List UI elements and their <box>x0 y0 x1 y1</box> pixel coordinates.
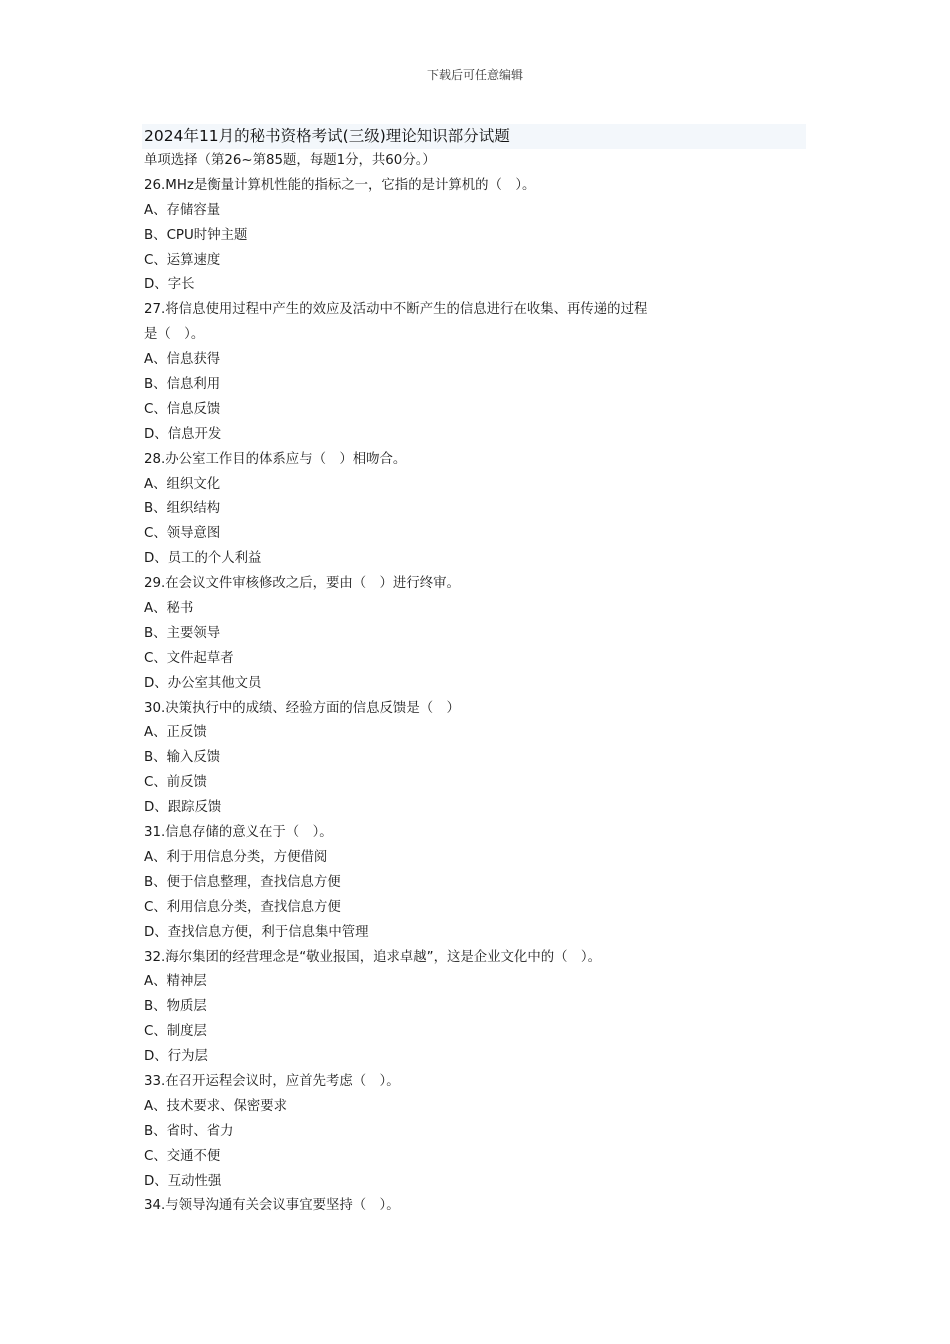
question-stem: 26.MHz是衡量计算机性能的指标之一，它指的是计算机的（ ）。 <box>144 177 536 193</box>
answer-option: C、文件起草者 <box>144 650 234 666</box>
answer-option: A、正反馈 <box>144 725 207 741</box>
answer-option: D、办公室其他文员 <box>144 675 262 691</box>
answer-option: B、便于信息整理，查找信息方便 <box>144 874 341 890</box>
answer-option: A、组织文化 <box>144 476 221 492</box>
answer-option: B、物质层 <box>144 999 207 1015</box>
section-heading: 单项选择（第26~第85题，每题1分，共60分。） <box>144 153 436 168</box>
answer-option: C、信息反馈 <box>144 401 221 417</box>
answer-option: B、组织结构 <box>144 501 221 517</box>
answer-option: A、技术要求、保密要求 <box>144 1098 288 1114</box>
question-stem: 28.办公室工作目的体系应与（ ）相吻合。 <box>144 451 407 467</box>
answer-option: C、制度层 <box>144 1024 207 1040</box>
answer-option: C、运算速度 <box>144 252 221 268</box>
answer-option: A、利于用信息分类，方便借阅 <box>144 849 328 865</box>
question-stem: 29.在会议文件审核修改之后，要由（ ）进行终审。 <box>144 576 460 592</box>
question-stem-continued: 是（ ）。 <box>144 327 205 343</box>
answer-option: A、精神层 <box>144 974 207 990</box>
answer-option: A、存储容量 <box>144 202 221 218</box>
answer-option: B、CPU时钟主题 <box>144 227 248 243</box>
question-stem: 32.海尔集团的经营理念是“敬业报国，追求卓越”，这是企业文化中的（ ）。 <box>144 949 601 965</box>
answer-option: B、省时、省力 <box>144 1123 234 1139</box>
document-title: 2024年11月的秘书资格考试(三级)理论知识部分试题 <box>142 124 806 149</box>
answer-option: D、跟踪反馈 <box>144 800 222 816</box>
question-stem: 27.将信息使用过程中产生的效应及活动中不断产生的信息进行在收集、再传递的过程 <box>144 302 648 318</box>
question-stem: 34.与领导沟通有关会议事宜要坚持（ ）。 <box>144 1198 400 1214</box>
answer-option: C、交通不便 <box>144 1148 221 1164</box>
answer-option: D、查找信息方便，利于信息集中管理 <box>144 924 369 940</box>
answer-option: C、利用信息分类，查找信息方便 <box>144 899 341 915</box>
question-stem: 31.信息存储的意义在于（ ）。 <box>144 825 333 841</box>
answer-option: B、信息利用 <box>144 377 221 393</box>
question-stem: 33.在召开运程会议时，应首先考虑（ ）。 <box>144 1073 400 1089</box>
answer-option: C、领导意图 <box>144 526 221 542</box>
question-list <box>144 149 704 1219</box>
answer-option: D、行为层 <box>144 1049 208 1065</box>
question-stem: 30.决策执行中的成绩、经验方面的信息反馈是（ ） <box>144 700 460 716</box>
answer-option: B、主要领导 <box>144 625 221 641</box>
answer-option: D、互动性强 <box>144 1173 222 1189</box>
page-header: 下载后可任意编辑 <box>426 68 523 82</box>
answer-option: C、前反馈 <box>144 775 207 791</box>
answer-option: A、秘书 <box>144 601 194 617</box>
answer-option: A、信息获得 <box>144 352 221 368</box>
answer-option: D、员工的个人利益 <box>144 551 262 567</box>
answer-option: D、信息开发 <box>144 426 222 442</box>
answer-option: D、字长 <box>144 277 195 293</box>
answer-option: B、输入反馈 <box>144 750 221 766</box>
